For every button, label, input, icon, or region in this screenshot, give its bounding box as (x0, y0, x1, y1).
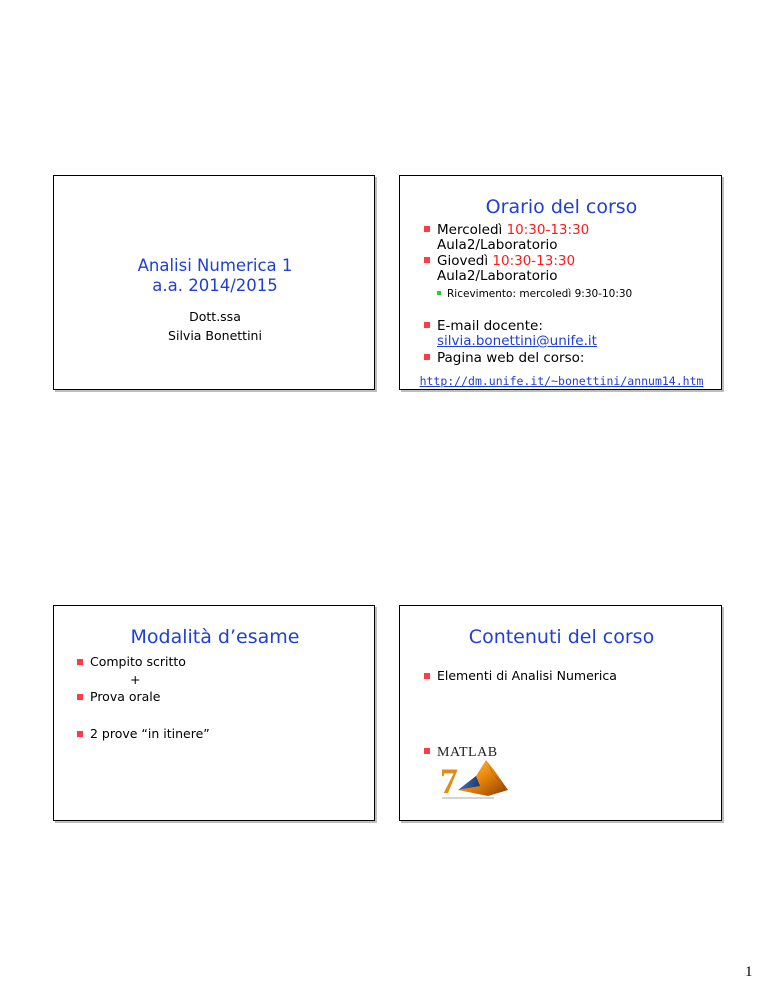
time-label: 10:30-13:30 (506, 222, 590, 238)
room-label: Aula2/Laboratorio (437, 237, 558, 253)
item-text: Elementi di Analisi Numerica (437, 668, 617, 683)
plus-sign: + (130, 672, 141, 687)
schedule-item-thursday (424, 254, 575, 284)
schedule-item-wednesday (424, 223, 589, 253)
day-label: Mercoledì (437, 222, 507, 238)
bullet-icon (424, 748, 430, 754)
office-hours-item (437, 288, 632, 300)
slide-modalita-esame (53, 605, 375, 821)
exam-item-oral (77, 689, 160, 704)
author-name: Silvia Bonettini (168, 328, 262, 343)
author-block (54, 307, 376, 345)
bullet-icon (424, 226, 430, 232)
page-number: 1 (745, 964, 753, 980)
bullet-icon (424, 322, 430, 328)
email-item (424, 319, 597, 349)
item-text: Prova orale (90, 689, 161, 704)
matlab-wordmark: MATLAB (437, 745, 498, 760)
course-web-link[interactable]: http://dm.unife.it/~bonettini/annum14.htm (419, 374, 704, 388)
bullet-icon (424, 673, 430, 679)
slide-orario (399, 175, 722, 390)
matlab-version-number: 7 (440, 761, 458, 801)
slide-title: Orario del corso (485, 196, 638, 218)
bullet-icon (77, 694, 83, 700)
bullet-icon (424, 354, 430, 360)
course-title (54, 256, 376, 296)
slide-title-page (53, 175, 375, 390)
course-title-line2: a.a. 2014/2015 (152, 276, 278, 295)
bullet-icon (77, 659, 83, 665)
item-text: Compito scritto (90, 654, 186, 669)
web-label: Pagina web del corso: (437, 350, 585, 366)
bullet-icon (77, 731, 83, 737)
matlab-logo-icon (436, 756, 512, 802)
sub-bullet-icon (437, 291, 441, 295)
exam-item-written (77, 654, 186, 669)
author-title: Dott.ssa (189, 309, 241, 324)
email-label: E-mail docente: (437, 318, 543, 334)
bullet-icon (424, 257, 430, 263)
email-link[interactable]: silvia.bonettini@unife.it (437, 333, 597, 349)
exam-item-itinere (77, 726, 210, 741)
office-hours-text: Ricevimento: mercoledì 9:30-10:30 (447, 288, 633, 300)
slide-contenuti (399, 605, 722, 821)
web-url-row (400, 370, 723, 389)
time-label: 10:30-13:30 (492, 253, 576, 269)
web-item (424, 350, 584, 366)
item-text: 2 prove “in itinere” (90, 726, 210, 741)
slide-title: Contenuti del corso (468, 626, 655, 648)
content-item-numerical-analysis (424, 668, 617, 683)
slide-title: Modalità d’esame (130, 626, 300, 648)
day-label: Giovedì (437, 253, 493, 269)
room-label: Aula2/Laboratorio (437, 268, 558, 284)
course-title-line1: Analisi Numerica 1 (137, 256, 293, 275)
